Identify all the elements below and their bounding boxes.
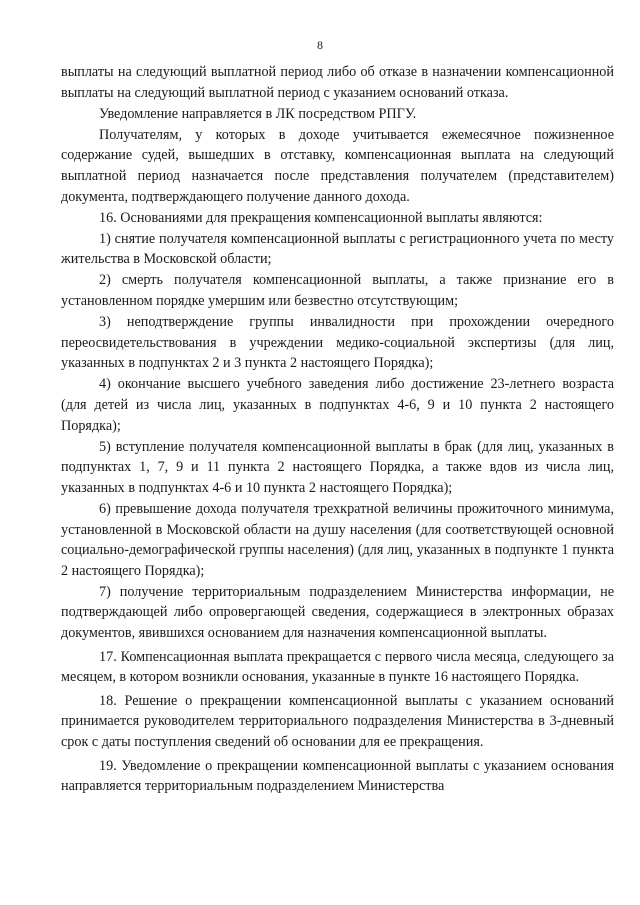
document-body xyxy=(61,62,614,797)
paragraph-subitem-3: 3) неподтверждение группы инвалидности при прохождении очередного переосвидетельствования в учреждении медико-социальной экспертизы (для лиц, указанных в подпунктах 2 и 3 пункта 2 настоящего Порядка); xyxy=(61,314,614,372)
paragraph-notice-rpgu: Уведомление направляется в ЛК посредством РПГУ. xyxy=(99,105,417,122)
paragraph-subitem-5: 5) вступление получателя компенсационной выплаты в брак (для лиц, указанных в подпунктах 1, 7, 9 и 11 пункта 2 настоящего Порядка, а также вдов из числа лиц, указанных в подпунктах 4-6 и 10 пункта 2 настоящего Порядка); xyxy=(61,438,614,496)
paragraph-item-17: 17. Компенсационная выплата прекращается с первого числа месяца, следующего за месяцем, в котором возникли основания, указанные в пункте 16 настоящего Порядка. xyxy=(61,648,614,686)
paragraph-item-19: 19. Уведомление о прекращении компенсационной выплаты с указанием основания направляется территориальным подразделением Министерства xyxy=(61,757,614,795)
page-number: 8 xyxy=(317,38,323,52)
paragraph-judges-pension: Получателям, у которых в доходе учитывается ежемесячное пожизненное содержание судей, вышедших в отставку, компенсационная выплата на следующий выплатной период назначается после представления получателем (представителем) документа, подтверждающего получение данного дохода. xyxy=(61,126,614,205)
paragraph-subitem-4: 4) окончание высшего учебного заведения либо достижение 23-летнего возраста (для детей из числа лиц, указанных в подпунктах 4-6, 9 и 10 пункта 2 настоящего Порядка); xyxy=(61,376,614,434)
paragraph-subitem-7: 7) получение территориальным подразделением Министерства информации, не подтверждающей либо опровергающей сведения, содержащиеся в электронных образах документов, явившихся основанием для назначения компенсационной выплаты. xyxy=(61,583,614,642)
paragraph-item-18: 18. Решение о прекращении компенсационной выплаты с указанием оснований принимается руководителем территориального подразделения Министерства в 3-дневный срок с даты поступления сведений об основании для ее прекращения. xyxy=(61,692,614,750)
paragraph-item-16: 16. Основаниями для прекращения компенсационной выплаты являются: xyxy=(99,209,543,226)
paragraph-continuation: выплаты на следующий выплатной период либо об отказе в назначении компенсационной выплаты на следующий выплатной период с указанием оснований отказа. xyxy=(61,64,614,101)
paragraph-subitem-2: 2) смерть получателя компенсационной выплаты, а также признание его в установленном порядке умершим или безвестно отсутствующим; xyxy=(61,272,614,310)
paragraph-subitem-1: 1) снятие получателя компенсационной выплаты с регистрационного учета по месту жительства в Московской области; xyxy=(61,230,614,268)
paragraph-subitem-6: 6) превышение дохода получателя трехкратной величины прожиточного минимума, установленной в Московской области на душу населения (для соответствующей основной социально-демографической группы населения) (для лиц, указанных в подпункте 1 пункта 2 настоящего Порядка); xyxy=(61,500,614,579)
